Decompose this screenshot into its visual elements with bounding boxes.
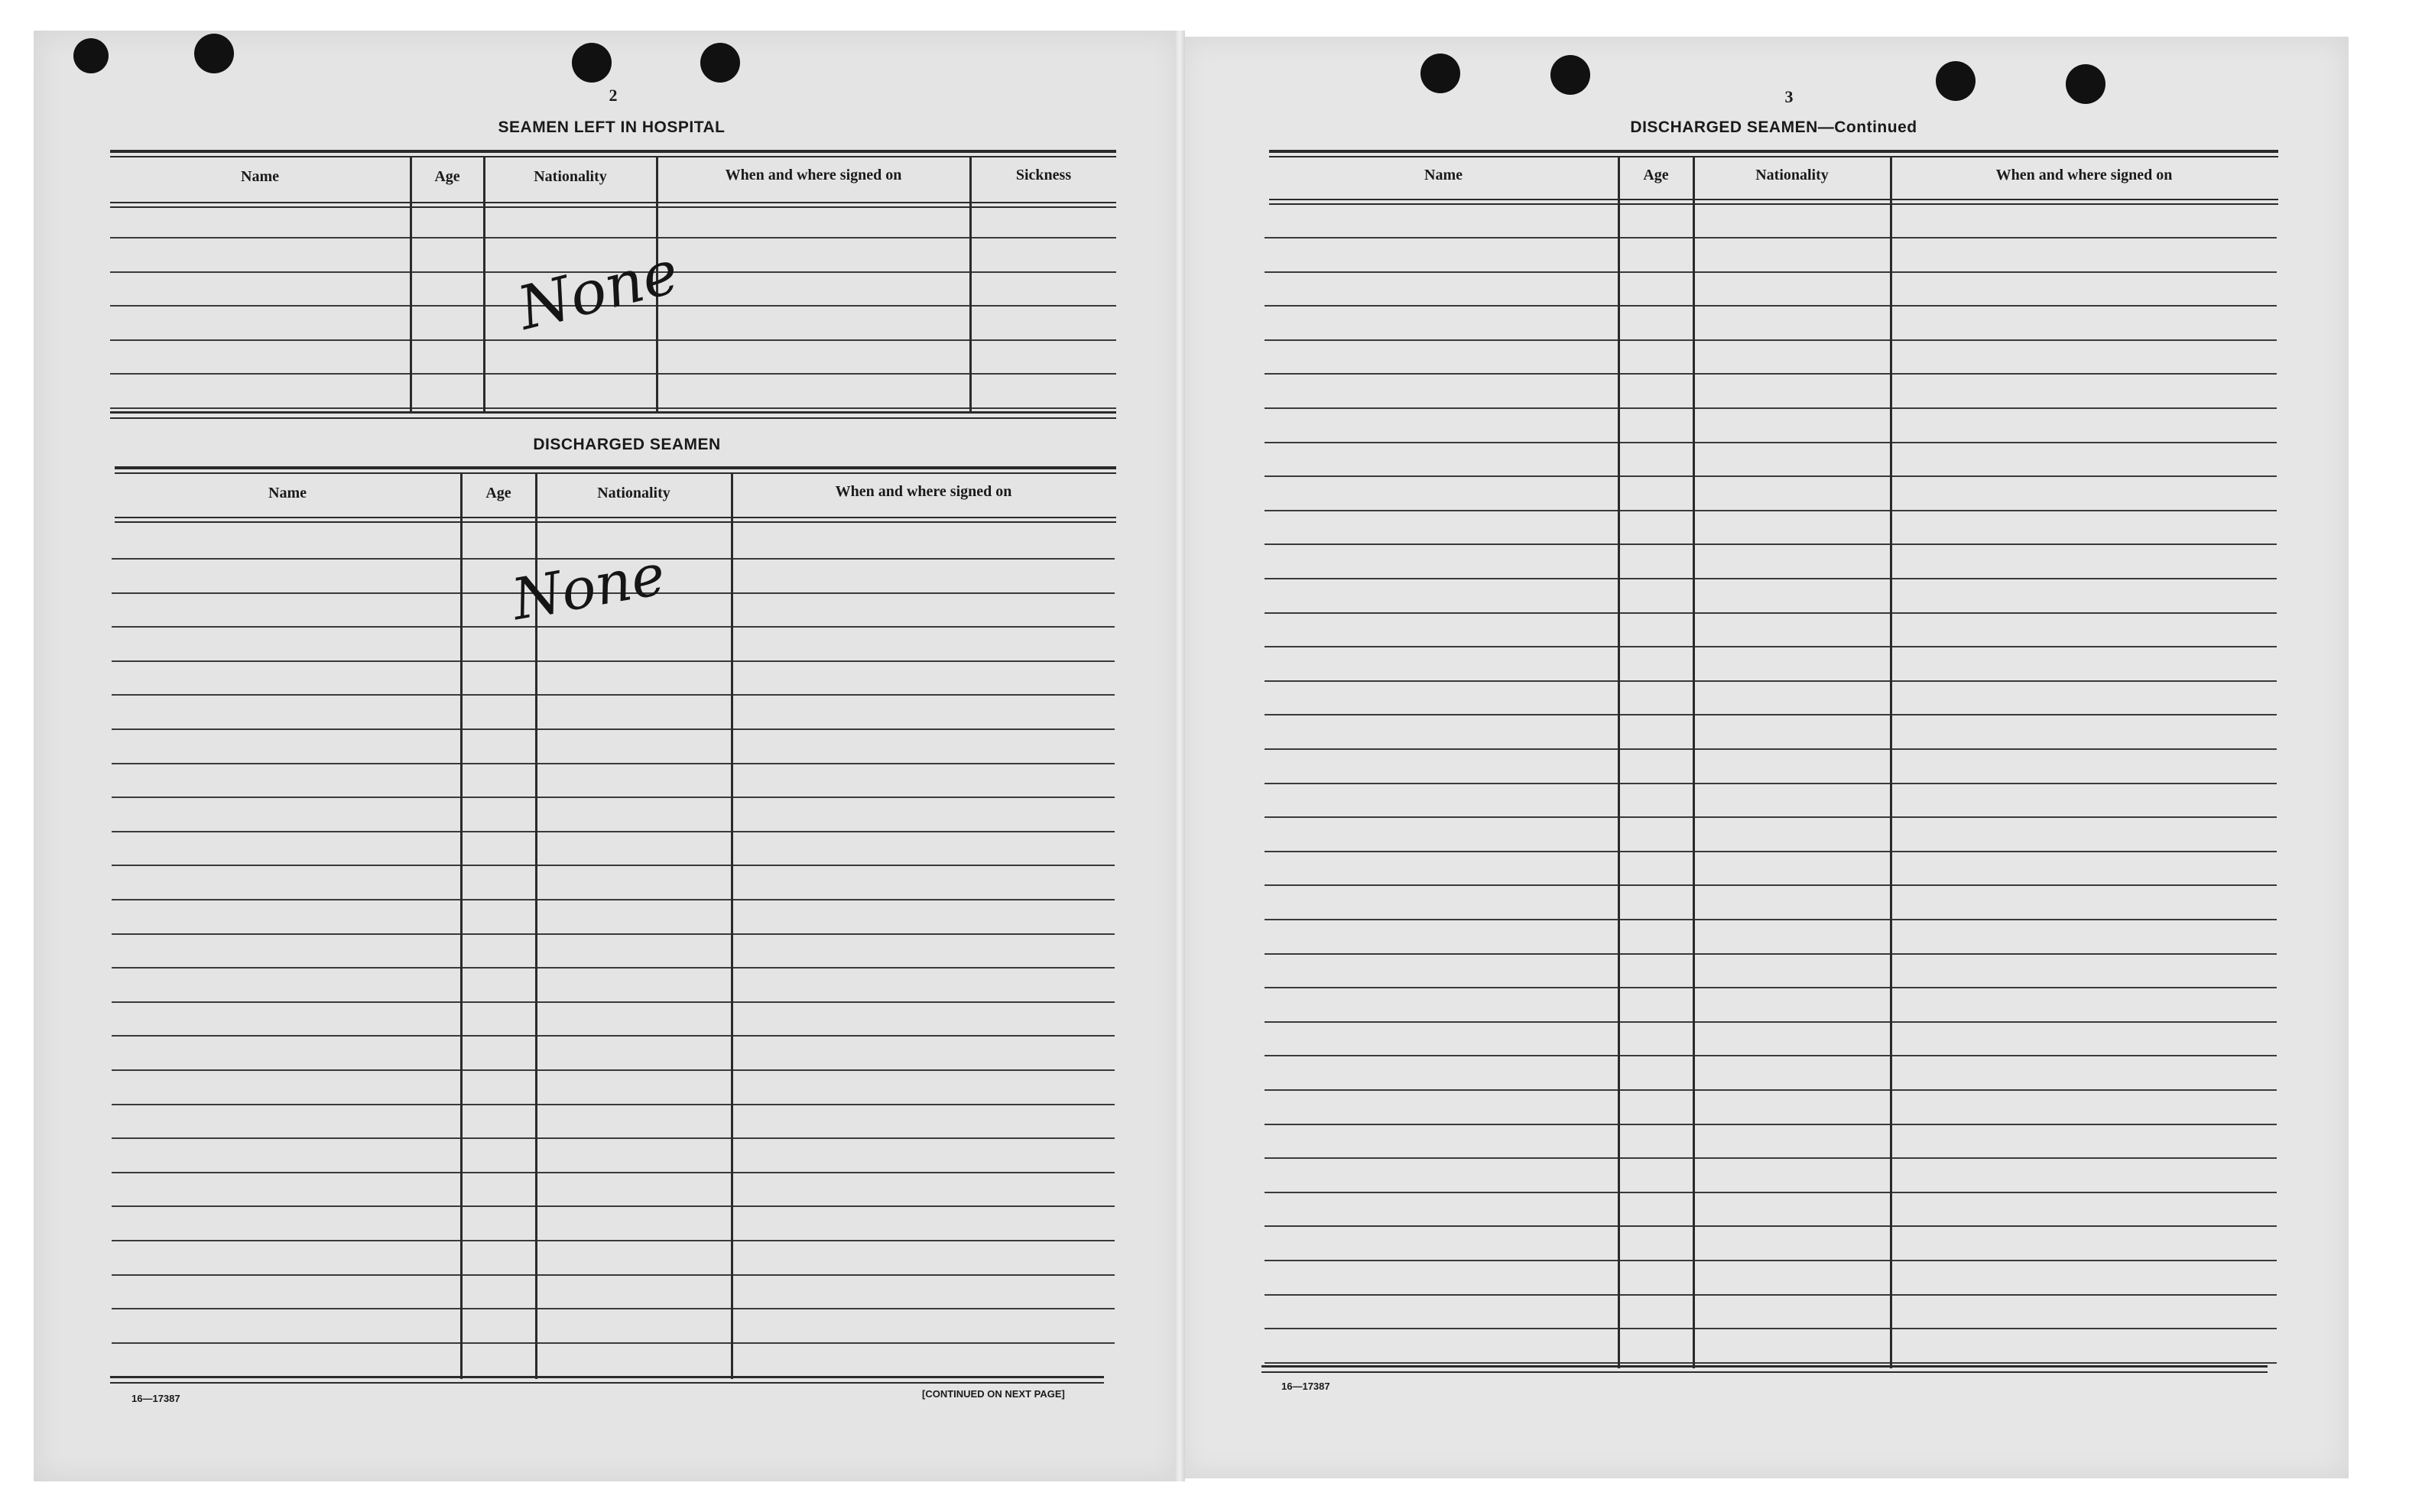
discharged-section-title: DISCHARGED SEAMEN [533, 436, 721, 453]
row-rule [110, 407, 1116, 409]
row-rule [1265, 510, 2277, 511]
row-rule [1265, 851, 2277, 852]
row-rule [1265, 305, 2277, 307]
form-number: 16—17387 [1281, 1381, 1330, 1392]
handwritten-entry [505, 222, 749, 367]
row-rule [1265, 1124, 2277, 1125]
column-header-name: Name [1424, 167, 1463, 183]
column-header-signed-on: When and where signed on [725, 167, 902, 183]
row-rule [112, 1069, 1115, 1071]
row-rule [1265, 578, 2277, 579]
row-rule [112, 865, 1115, 866]
row-rule [1265, 783, 2277, 784]
table-rule [110, 206, 1116, 208]
column-divider [1890, 156, 1892, 1368]
column-divider [460, 472, 463, 1379]
row-rule [112, 1342, 1115, 1344]
punch-hole [1420, 54, 1460, 93]
column-divider [731, 472, 733, 1379]
table-rule [1269, 203, 2278, 205]
row-rule [1265, 475, 2277, 477]
punch-hole [2066, 64, 2105, 104]
handwritten-none: None [507, 541, 670, 634]
row-rule [1265, 714, 2277, 715]
row-rule [112, 728, 1115, 730]
row-rule [1265, 543, 2277, 545]
punch-hole [1936, 61, 1976, 101]
row-rule [1265, 884, 2277, 886]
row-rule [1265, 1328, 2277, 1329]
table-rule [110, 202, 1116, 203]
row-rule [1265, 442, 2277, 443]
form-number: 16—17387 [131, 1393, 180, 1404]
table-rule [115, 472, 1116, 474]
row-rule [112, 1001, 1115, 1003]
row-rule [1265, 1225, 2277, 1227]
column-header-age: Age [485, 485, 511, 501]
table-rule [110, 156, 1116, 157]
table-rule [115, 466, 1116, 469]
table-rule [1269, 156, 2278, 157]
table-rule [110, 1382, 1104, 1384]
column-header-signed-on: When and where signed on [1995, 167, 2173, 183]
row-rule [112, 1104, 1115, 1105]
row-rule [1265, 646, 2277, 647]
row-rule [112, 1308, 1115, 1309]
handwritten-entry [497, 520, 726, 650]
column-header-name: Name [268, 485, 307, 501]
row-rule [1265, 339, 2277, 341]
punch-hole [194, 34, 234, 73]
row-rule [1265, 1021, 2277, 1023]
table-rule [1261, 1371, 2268, 1373]
row-rule [1265, 680, 2277, 682]
table-rule [110, 150, 1116, 153]
row-rule [1265, 373, 2277, 375]
row-rule [112, 1240, 1115, 1241]
row-rule [1265, 987, 2277, 988]
right-page [1180, 37, 2349, 1478]
column-header-sickness: Sickness [1015, 167, 1072, 183]
row-rule [112, 660, 1115, 662]
column-header-nationality: Nationality [597, 485, 670, 501]
row-rule [1265, 1294, 2277, 1296]
table-rule [1269, 199, 2278, 200]
punch-hole [1550, 55, 1590, 95]
row-rule [110, 373, 1116, 375]
punch-hole [73, 38, 109, 73]
row-rule [112, 763, 1115, 764]
row-rule [1265, 919, 2277, 920]
row-rule [1265, 748, 2277, 750]
column-header-nationality: Nationality [1755, 167, 1829, 183]
table-rule [110, 411, 1116, 414]
table-rule [110, 1376, 1104, 1378]
row-rule [1265, 1362, 2277, 1364]
row-rule [1265, 816, 2277, 818]
column-divider [483, 156, 485, 413]
row-rule [112, 694, 1115, 696]
row-rule [1265, 407, 2277, 409]
row-rule [1265, 612, 2277, 614]
column-divider [410, 156, 412, 413]
continued-note: [CONTINUED ON NEXT PAGE] [922, 1388, 1065, 1400]
column-header-age: Age [1643, 167, 1669, 183]
table-rule [1269, 150, 2278, 153]
table-rule [115, 517, 1116, 518]
row-rule [1265, 237, 2277, 238]
row-rule [112, 1035, 1115, 1037]
row-rule [112, 1137, 1115, 1139]
row-rule [112, 1274, 1115, 1276]
column-header-nationality: Nationality [534, 168, 607, 185]
punch-hole [700, 43, 740, 83]
table-rule [110, 417, 1116, 419]
page-number: 2 [609, 86, 618, 105]
row-rule [112, 1205, 1115, 1207]
column-divider [969, 156, 972, 413]
hospital-section-title: SEAMEN LEFT IN HOSPITAL [498, 118, 726, 136]
punch-hole [572, 43, 612, 83]
row-rule [112, 831, 1115, 832]
handwritten-none: None [511, 238, 686, 344]
row-rule [112, 967, 1115, 969]
row-rule [1265, 1157, 2277, 1159]
row-rule [112, 1172, 1115, 1173]
table-rule [1261, 1365, 2268, 1368]
column-header-name: Name [241, 168, 279, 185]
column-divider [1693, 156, 1695, 1368]
row-rule [1265, 1055, 2277, 1056]
row-rule [1265, 1260, 2277, 1261]
column-divider [1618, 156, 1620, 1368]
page-number: 3 [1784, 87, 1794, 106]
row-rule [1265, 953, 2277, 955]
row-rule [1265, 271, 2277, 273]
page-fold [1174, 31, 1185, 1481]
row-rule [112, 933, 1115, 935]
column-header-signed-on: When and where signed on [835, 483, 1012, 500]
discharged-continued-title: DISCHARGED SEAMEN—Continued [1630, 118, 1917, 136]
row-rule [112, 899, 1115, 900]
row-rule [1265, 1089, 2277, 1091]
column-header-age: Age [434, 168, 460, 185]
row-rule [112, 797, 1115, 798]
row-rule [1265, 1192, 2277, 1193]
